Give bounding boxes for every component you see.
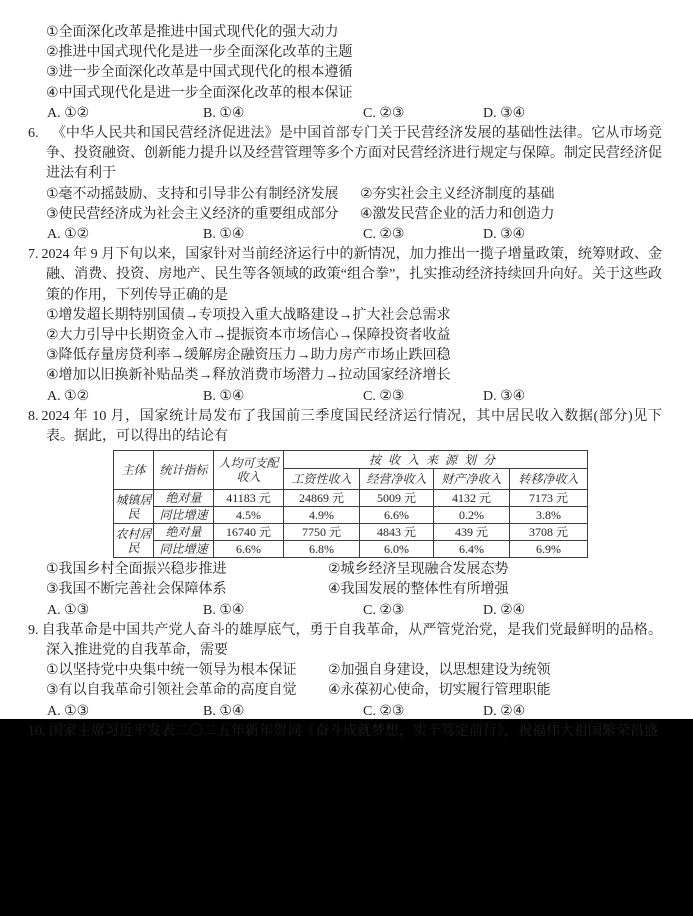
question-stem [28, 124, 662, 185]
choice-a: A. ①③ [47, 602, 90, 618]
indicator-cell: 绝对量 [154, 490, 214, 507]
table-row [114, 507, 588, 524]
choice-c: C. ②③ [363, 388, 405, 404]
value-cell: 4.5% [214, 507, 284, 524]
option-item: ①以坚持党中央集中统一领导为根本保证 [46, 663, 297, 679]
col-header-property: 财产净收入 [434, 469, 510, 490]
question-stem [28, 621, 662, 661]
stem-text: 2024 年 9 月下旬以来，国家针对当前经济运行中的新情况，加力推出一揽子增量政策，统筹财政、金融、消费、投资、房地产、民生等各领域的政策“组合拳”，扎实推动经济持续回升向好。关于这些政策的作用，下列传导正确的是 [41, 247, 662, 303]
option-item: ②城乡经济呈现融合发展态势 [328, 562, 509, 578]
choice-c: C. ②③ [363, 105, 405, 121]
indicator-cell: 同比增速 [154, 541, 214, 558]
option-item: ④我国发展的整体性有所增强 [328, 582, 509, 598]
value-cell: 4843 元 [360, 524, 434, 541]
income-statistics-table [113, 450, 588, 558]
choice-a: A. ①③ [47, 703, 90, 719]
stem-text: 自我革命是中国共产党人奋斗的雄厚底气，勇于自我革命，从严管党治党，是我们党最鲜明的品格。深入推进党的自我革命，需要 [41, 622, 662, 659]
col-header-source-group: 按收入来源划分 [284, 451, 588, 469]
choice-c: C. ②③ [363, 602, 405, 618]
value-cell: 4132 元 [434, 490, 510, 507]
col-header-business: 经营净收入 [360, 469, 434, 490]
black-letterbox [0, 719, 693, 916]
choice-a: A. ①② [47, 388, 90, 404]
choice-a: A. ①② [47, 105, 90, 121]
value-cell: 6.8% [284, 541, 360, 558]
question-block-7 [0, 245, 693, 407]
value-cell: 7173 元 [510, 490, 588, 507]
question-number: 6. [28, 126, 39, 142]
question-block-9 [0, 621, 693, 722]
option-pair [46, 580, 693, 600]
option-item: ①毫不动摇鼓励、支持和引导非公有制经济发展 [46, 186, 339, 202]
option-item: ③使民营经济成为社会主义经济的重要组成部分 [46, 206, 339, 222]
answer-choices [47, 225, 693, 245]
value-cell: 3708 元 [510, 524, 588, 541]
choice-d: D. ②④ [483, 602, 526, 618]
option-item: ④增加以旧换新补贴品类→释放消费市场潜力→拉动国家经济增长 [46, 368, 451, 384]
value-cell: 4.9% [284, 507, 360, 524]
value-cell: 24869 元 [284, 490, 360, 507]
value-cell: 439 元 [434, 524, 510, 541]
question-number: 8. [28, 408, 39, 424]
stem-text: 《中华人民共和国民营经济促进法》是中国首部专门关于民营经济发展的基础性法律。它从市场竞争、投资融资、创新能力提升以及经营管理等多个方面对民营经济进行规定与保障。制定民营经济促进法有利于 [46, 126, 662, 182]
option-item: ②推进中国式现代化是进一步全面深化改革的主题 [46, 45, 353, 61]
answer-choices [47, 387, 693, 407]
clipped-line: 10. 国家主席习近平发表二〇二五年新年贺词《奋斗成就梦想，实干笃定前行》，祝福伟大祖国繁荣昌盛 [28, 723, 658, 739]
value-cell: 41183 元 [214, 490, 284, 507]
option-item: ①我国乡村全面振兴稳步推进 [46, 562, 227, 578]
option-item: ③降低存量房贷利率→缓解房企融资压力→助力房产市场止跌回稳 [46, 348, 451, 364]
option-pair [46, 681, 693, 701]
option-pair [46, 185, 693, 205]
choice-d: D. ③④ [483, 388, 526, 404]
choice-b: B. ①④ [203, 105, 245, 121]
question-number: 7. [28, 247, 39, 263]
value-cell: 7750 元 [284, 524, 360, 541]
indicator-cell: 绝对量 [154, 524, 214, 541]
option-item: ②加强自身建设，以思想建设为统领 [328, 663, 551, 679]
question-number: 9. [28, 622, 39, 638]
value-cell: 6.0% [360, 541, 434, 558]
col-header-wage: 工资性收入 [284, 469, 360, 490]
choice-d: D. ②④ [483, 703, 526, 719]
col-header-subject: 主体 [114, 451, 154, 490]
question-block-5 [0, 23, 693, 124]
option-item: ④激发民营企业的活力和创造力 [360, 206, 555, 222]
option-pair [46, 560, 693, 580]
col-header-transfer: 转移净收入 [510, 469, 588, 490]
value-cell: 16740 元 [214, 524, 284, 541]
table-row [114, 524, 588, 541]
choice-d: D. ③④ [483, 227, 526, 243]
table-row [114, 490, 588, 507]
option-item: ②大力引导中长期资金入市→提振资本市场信心→保障投资者收益 [46, 328, 451, 344]
question-stem [28, 407, 662, 447]
col-header-disposable: 人均可支配收入 [214, 451, 284, 490]
stem-text: 2024 年 10 月，国家统计局发布了我国前三季度国民经济运行情况，其中居民收入数据(部分)见下表。据此，可以得出的结论有 [41, 408, 662, 445]
choice-b: B. ①④ [203, 227, 245, 243]
value-cell: 6.6% [360, 507, 434, 524]
indicator-cell: 同比增速 [154, 507, 214, 524]
answer-choices [47, 601, 693, 621]
option-item: ③有以自我革命引领社会革命的高度自觉 [46, 683, 297, 699]
choice-b: B. ①④ [203, 388, 245, 404]
value-cell: 3.8% [510, 507, 588, 524]
choice-c: C. ②③ [363, 703, 405, 719]
choice-b: B. ①④ [203, 602, 245, 618]
option-item: ②夯实社会主义经济制度的基础 [360, 186, 555, 202]
choice-c: C. ②③ [363, 227, 405, 243]
option-pair [46, 205, 693, 225]
col-header-indicator: 统计指标 [154, 451, 214, 490]
answer-choices [47, 104, 693, 124]
option-pair [46, 661, 693, 681]
value-cell: 6.9% [510, 541, 588, 558]
option-item: ④中国式现代化是进一步全面深化改革的根本保证 [46, 85, 353, 101]
value-cell: 0.2% [434, 507, 510, 524]
question-stem [28, 245, 662, 306]
value-cell: 6.6% [214, 541, 284, 558]
option-item: ④永葆初心使命，切实履行管理职能 [328, 683, 551, 699]
value-cell: 5009 元 [360, 490, 434, 507]
answer-choices [47, 702, 693, 722]
choice-d: D. ③④ [483, 105, 526, 121]
option-item: ①全面深化改革是推进中国式现代化的强大动力 [46, 25, 339, 40]
table-row [114, 541, 588, 558]
option-item: ③进一步全面深化改革是中国式现代化的根本遵循 [46, 65, 353, 81]
value-cell: 6.4% [434, 541, 510, 558]
choice-b: B. ①④ [203, 703, 245, 719]
question-block-8 [0, 407, 693, 621]
subject-cell: 城镇居民 [114, 490, 154, 524]
option-item: ①增发超长期特别国债→专项投入重大战略建设→扩大社会总需求 [46, 307, 451, 323]
question-block-6 [0, 124, 693, 245]
option-item: ③我国不断完善社会保障体系 [46, 582, 227, 598]
subject-cell: 农村居民 [114, 524, 154, 558]
choice-a: A. ①② [47, 227, 90, 243]
